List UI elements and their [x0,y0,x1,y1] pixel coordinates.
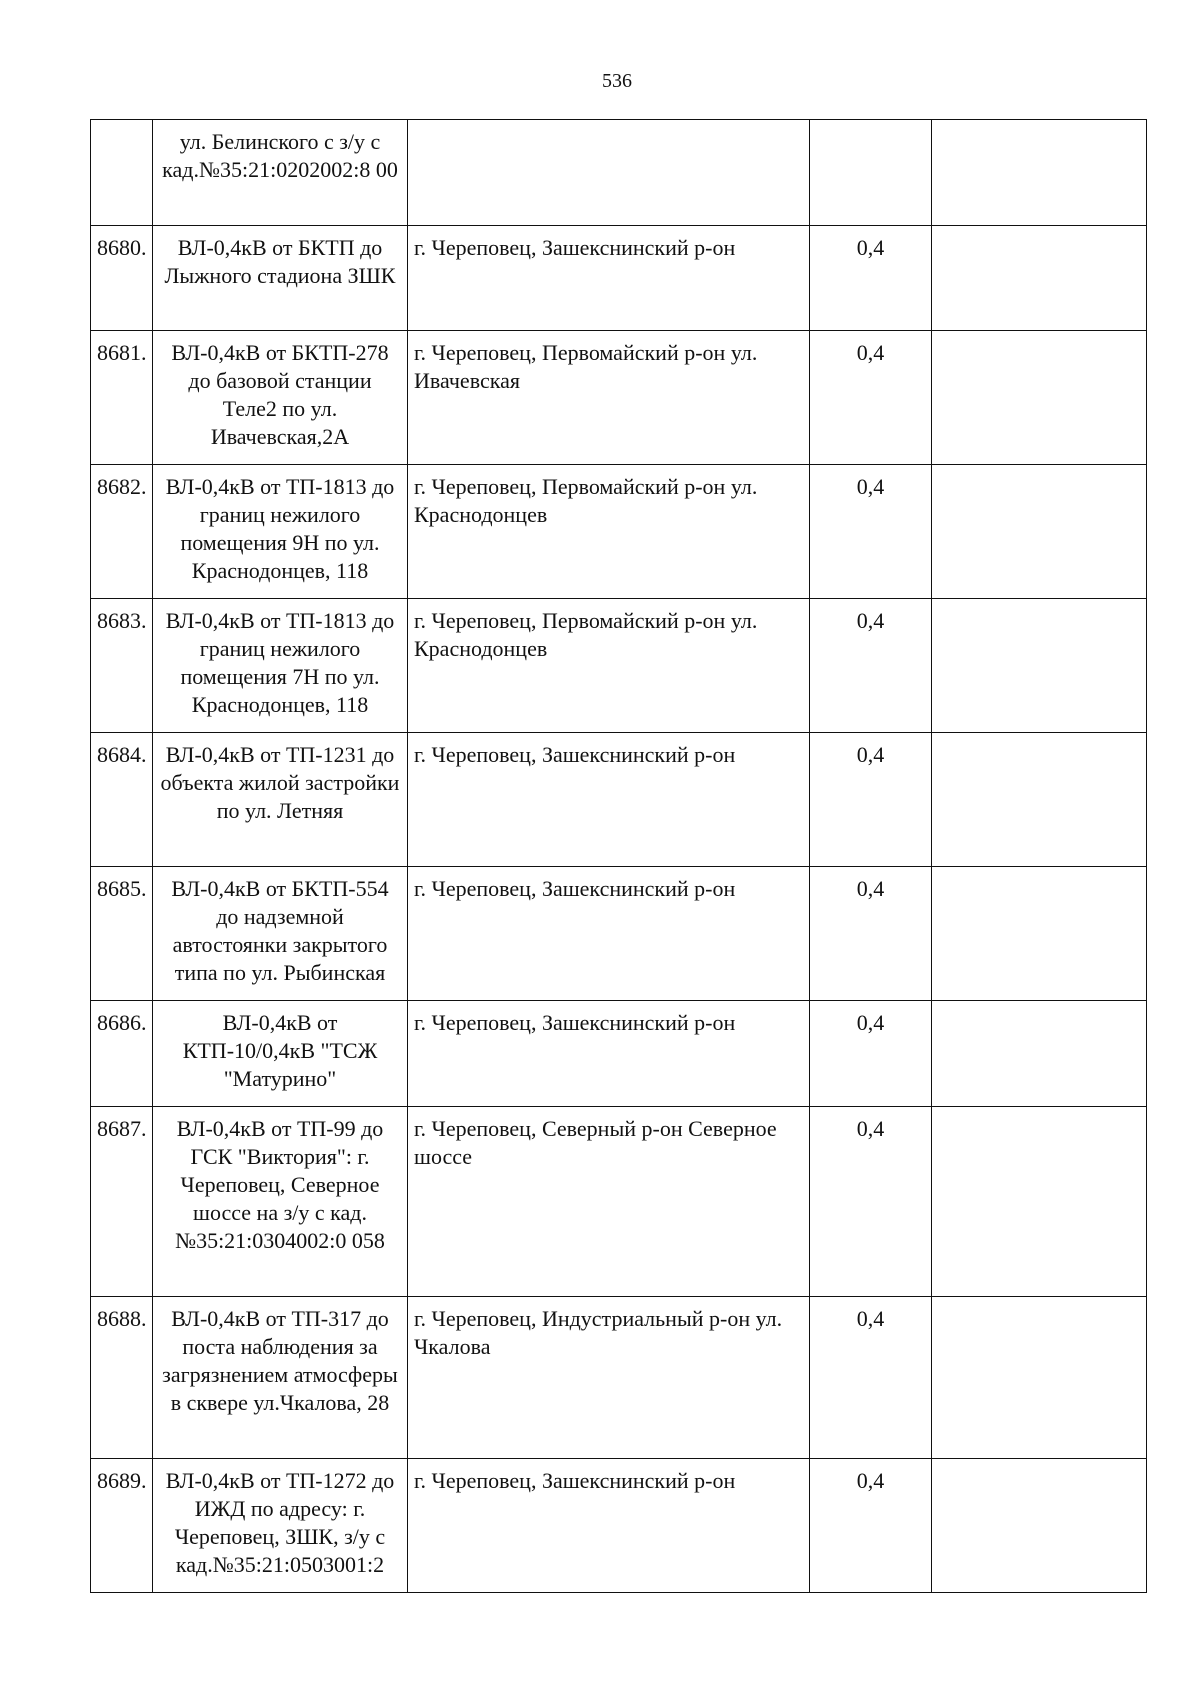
table-row [91,120,1147,226]
row-number: 8683. [91,599,153,733]
extra-cell [932,226,1147,331]
row-number: 8685. [91,867,153,1001]
voltage-cell: 0,4 [810,331,932,465]
address-cell: г. Череповец, Зашекснинский р-он [408,1459,810,1593]
address-cell: г. Череповец, Первомайский р-он ул. Краснодонцев [408,465,810,599]
extra-cell [932,867,1147,1001]
voltage-cell: 0,4 [810,465,932,599]
address-cell: г. Череповец, Зашекснинский р-он [408,733,810,867]
extra-cell [932,120,1147,226]
voltage-cell: 0,4 [810,1297,932,1459]
address-cell: г. Череповец, Индустриальный р-он ул. Чкалова [408,1297,810,1459]
row-number [91,120,153,226]
voltage-cell: 0,4 [810,1001,932,1107]
object-name-cell: ВЛ-0,4кВ от БКТП до Лыжного стадиона ЗШК [153,226,408,331]
address-cell: г. Череповец, Зашекснинский р-он [408,226,810,331]
table-row [91,599,1147,733]
extra-cell [932,599,1147,733]
row-number: 8686. [91,1001,153,1107]
object-name-cell: ВЛ-0,4кВ от ТП-1272 до ИЖД по адресу: г. Череповец, ЗШК, з/у с кад.№35:21:0503001:2 [153,1459,408,1593]
voltage-cell: 0,4 [810,226,932,331]
address-cell [408,120,810,226]
table-row [91,1107,1147,1297]
extra-cell [932,465,1147,599]
address-cell: г. Череповец, Первомайский р-он ул. Ивачевская [408,331,810,465]
page-number: 536 [602,70,632,92]
row-number: 8684. [91,733,153,867]
row-number: 8688. [91,1297,153,1459]
voltage-cell [810,120,932,226]
extra-cell [932,733,1147,867]
object-name-cell: ул. Белинского с з/у с кад.№35:21:0202002:8 00 [153,120,408,226]
row-number: 8687. [91,1107,153,1297]
row-number: 8689. [91,1459,153,1593]
voltage-cell: 0,4 [810,733,932,867]
table-row [91,1001,1147,1107]
row-number: 8681. [91,331,153,465]
table-row [91,1297,1147,1459]
table-row [91,226,1147,331]
voltage-cell: 0,4 [810,867,932,1001]
table-row [91,733,1147,867]
extra-cell [932,1107,1147,1297]
extra-cell [932,1001,1147,1107]
object-name-cell: ВЛ-0,4кВ от ТП-317 до поста наблюдения за загрязнением атмосферы в сквере ул.Чкалова, 28 [153,1297,408,1459]
extra-cell [932,1459,1147,1593]
object-name-cell: ВЛ-0,4кВ от БКТП-554 до надземной автостоянки закрытого типа по ул. Рыбинская [153,867,408,1001]
address-cell: г. Череповец, Северный р-он Северное шоссе [408,1107,810,1297]
object-name-cell: ВЛ-0,4кВ от БКТП-278 до базовой станции Теле2 по ул. Ивачевская,2А [153,331,408,465]
table-row [91,331,1147,465]
registry-body [91,120,1147,1593]
voltage-cell: 0,4 [810,599,932,733]
registry-table [90,119,1147,1593]
object-name-cell: ВЛ-0,4кВ от КТП-10/0,4кВ "ТСЖ "Матурино" [153,1001,408,1107]
voltage-cell: 0,4 [810,1107,932,1297]
row-number: 8682. [91,465,153,599]
object-name-cell: ВЛ-0,4кВ от ТП-99 до ГСК "Виктория": г. Череповец, Северное шоссе на з/у с кад.№35:21:0304002:0 058 [153,1107,408,1297]
table-row [91,867,1147,1001]
object-name-cell: ВЛ-0,4кВ от ТП-1231 до объекта жилой застройки по ул. Летняя [153,733,408,867]
address-cell: г. Череповец, Зашекснинский р-он [408,1001,810,1107]
extra-cell [932,1297,1147,1459]
table-row [91,465,1147,599]
table-row [91,1459,1147,1593]
object-name-cell: ВЛ-0,4кВ от ТП-1813 до границ нежилого помещения 7Н по ул. Краснодонцев, 118 [153,599,408,733]
voltage-cell: 0,4 [810,1459,932,1593]
row-number: 8680. [91,226,153,331]
extra-cell [932,331,1147,465]
address-cell: г. Череповец, Первомайский р-он ул. Краснодонцев [408,599,810,733]
object-name-cell: ВЛ-0,4кВ от ТП-1813 до границ нежилого помещения 9Н по ул. Краснодонцев, 118 [153,465,408,599]
address-cell: г. Череповец, Зашекснинский р-он [408,867,810,1001]
